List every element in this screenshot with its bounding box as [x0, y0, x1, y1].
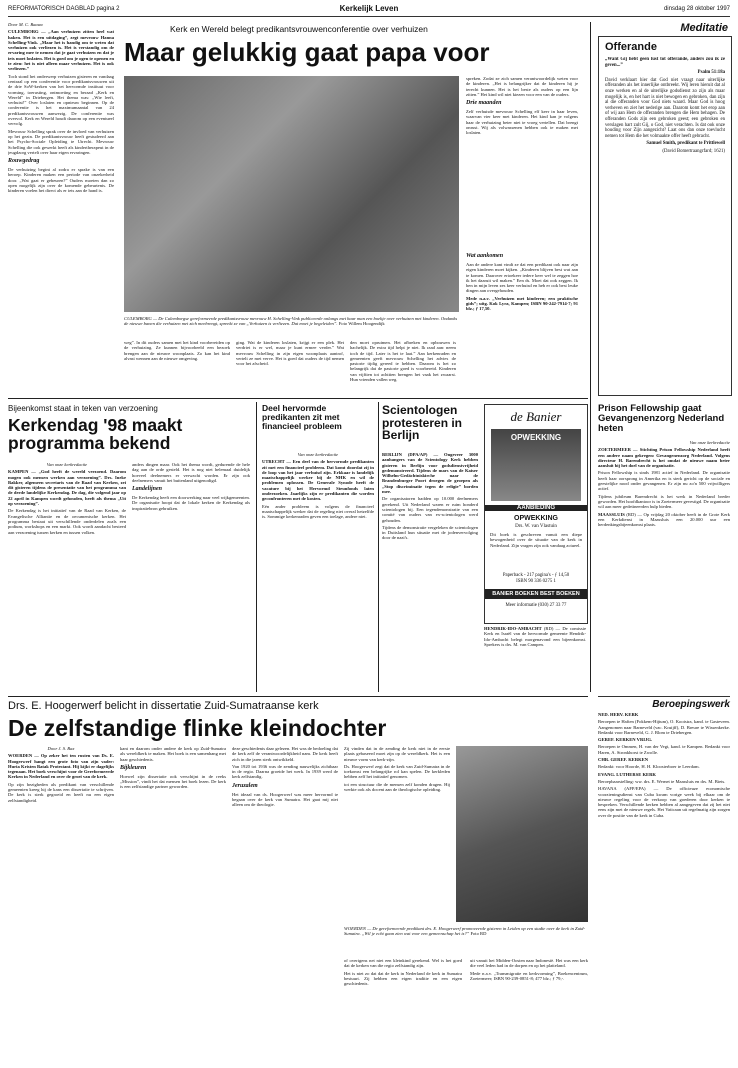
bottom-photo-caption: WOERDEN — De gereformeerde predikant drs. E. Hoogerwerf promoveerde gisteren in Leiden op een studie over de kerk in Zuid-Sumatra. „Wil je echt gaan zien wat voor een gemeenschap het is?” Foto RD: [344, 926, 585, 937]
intro: CULEMBORG — „Aan verhuizen zitten heel wat haken. Het is een uitdaging”, zegt mevrouw Hanna Schelling-Vink. „Maar het is handig om te weten dat verhuizen ook verliezen is. Het is verstandig om de ervaring mee te nemen dat je gaat verhuizen en dat je iets moet loslaten. Het is goed om je ogen te openen en te zien: het is niet alleen maar verhuizen. Het is ook verliezen.”: [8, 29, 114, 72]
hendrik-ido-ambacht-item: [484, 626, 586, 692]
church-calls: Beroepbaarstelling: ww. drs. E. Wernet te Maassluis en drs. M. Biets.: [598, 778, 726, 784]
beroepingswerk-column: [598, 712, 730, 1062]
subheading: Rouwgedrag: [8, 158, 40, 165]
paragraph: Aan de andere kant vindt ze dat een predikant ook naar zijn eigen kinderen moet kijken. „Kinderen blijven best wat aan te komen. Daarover ertoekeer iedere keer wel te zeggen hoe ik het daaruit wil maken.” Een ds. Moet dat ook zeggen. Ik ben in mijn leven zes keer verhuisd en heb er ook best leuke dingen aan overgehouden.: [466, 262, 578, 294]
subheading: Bijkleuren: [120, 764, 147, 771]
beroepingswerk-title: Beroepingswerk: [598, 696, 730, 710]
ad-brand: de Banier: [510, 409, 562, 424]
subheading: Jeruzalem: [232, 782, 258, 789]
column-divider: [590, 402, 591, 692]
scientologen-column: [382, 452, 478, 692]
byline: Door J. S. Bax: [47, 746, 75, 751]
top-headline: Maar gelukkig gaat papa voor: [124, 37, 490, 67]
bottom-headline: De zelfstandige flinke kleindochter: [8, 715, 387, 741]
meditatie-signature: Samuel Smith, predikant te Prittlewell: [646, 141, 725, 147]
prison-headline: Prison Fellowship gaat Gevangenenzorg Nederland heten: [598, 403, 725, 434]
paragraph: Tijdens jubileum Barendrecht is het werk in Nederland breder geworden. Het hoofdkantoor is in Zoetermeer gevestigd. De organisatie wil aan meer gedetineerden hulp bieden.: [598, 493, 730, 510]
paragraph: Prison Fellowship is sinds 1981 actief in Nederland. De organisatie heeft haar oorsprong in Amerika en is sterk gericht op de sociale en geestelijke nood onder gevangenen. Er zijn nu zo'n 500 vrijwilligers actief.: [598, 470, 730, 492]
paragraph: Tijdens de demonstratie vergeleken de scientologen in Duitsland hun situatie met de jodenvervolging door de nazi's.: [382, 524, 478, 541]
intro: ZOETERMEER — Stichting Prison Fellowship Nederland heeft een andere naam gekregen: Gevangenenzorg Nederland. Volgens directeur H. Barendrecht is het omdat de nieuwe naam beter aansluit bij het doel van de organisatie.: [598, 447, 730, 469]
paragraph: De Kerkendag heeft een doorwerking naar veel wijkgemeenten. De organisatie hoopt dat de lokale kerken de Kerkendag als inspiratiebron gebruiken.: [132, 495, 250, 511]
ad-text: Dit boek is geschreven vanuit een diepe bewogenheid over de situatie van de kerk in Nederland. Zijn vragen zijn ook vandaag actueel.: [490, 532, 582, 548]
kerkendag-headline: Kerkendag '98 maakt programma bekend: [8, 415, 183, 454]
paragraph: Toch stond het onderwerp verhuizen gisteren en vandaag centraal op een conferentie voor predikantsvrouwen uit de drie SoW-kerken van het hervormde instituut voor vorming, toerusting, ontmoeting en beraad „Kerk en Wereld” in Driebergen. Het thema was: „Wie leeft, verhuist!” Over loslaten en opnieuw beginnen. Op de conferentie is het maximumaantal van 24 predikantsvrouwen aanwezig. De conferentie was overvol. Kerk en Wereld houdt daarom op een eventueel vervolg.: [8, 73, 114, 127]
ad-book-cover: [491, 429, 581, 501]
intro: BERLIJN (DPA/AP) — Ongeveer 3000 aanhangers van de Scientology Kerk hebben gisteren in Berlijn voor godsdienstvrijheid gedemonstreerd. Tijdens de mars van de Kaiser Wilhelm-Gedächtniskirche naar de Brandenburger Poort droegen de groepen als „Stop discriminatie tegen de religie” borden mee.: [382, 452, 478, 495]
paragraph: Eén ander probleem is volgens de financieel maatschappelijk werker dat de regeling niet overal hetzelfde is. Sommige kerkenraden geven een toelage, andere niet.: [262, 503, 374, 520]
kerkendag-kicker: Bijeenkomst staat in teken van verzoening: [8, 404, 158, 413]
issue-date: dinsdag 28 oktober 1997: [663, 6, 730, 12]
meditatie-quote: „Want Gij hebt geen lust tot offerande, anders zou ik ze geven...”: [605, 57, 725, 68]
sidebar-divider: [590, 22, 591, 432]
paragraph: Zelf verhuisde mevrouw Schelling elf keer in haar leven, waarvan vier keer met kinderen. Het kind kan je volgens haar de verhuizing beter niet te vroeg vertellen. Dat brengt onrust. Wij als volwassenen hebben ook te maken met loslaten.: [466, 109, 578, 136]
kerkendag-column-1: [8, 462, 126, 692]
byline: Door M. C. Baauw: [8, 22, 44, 27]
paragraph: uit vanuit het Midden-Oosten naar Indonesië. Het was een kerk die veel leden had in de dorpen en op het platteland.: [470, 958, 588, 969]
item-dateline: HENDRIK-IDO-AMBACHT: [484, 626, 542, 631]
bottom-column-1: [8, 746, 114, 1062]
scientologen-headline: Scientologen protesteren in Berlijn: [382, 403, 463, 443]
paragraph: Van 1920 tot 1936 was de zending nauwelijks zichtbaar in de regio. Daarna groeide het werk. In 1939 werd de kerk zelfstandig.: [232, 763, 338, 780]
top-column-2: weg”. In dit ouders samen met het kind voorbereiden op de verhuizing. Ze kunnen bijvoorbeeld een bezoek brengen aan de nieuwe woonplaats. Zo kan het kind alvast wennen aan de nieuwe omgeving.: [124, 340, 230, 361]
column-divider: [256, 402, 257, 692]
ad-isbn: ISBN 90 336 0275 1: [516, 579, 556, 584]
book-reference: Mede n.a.v. „Verhuizen met kinderen; een praktische gids”; uitg. Kok Lyra, Kampen; ISBN 90-242-7914-7; 91 blz.; ƒ 17,50.: [466, 295, 578, 312]
meditatie-title: Meditatie: [680, 22, 728, 34]
paragraph: Hoewel zijn dissertatie ook verschijnt in de reeks „Mission”, vindt het dat mensen het boek lezen. De kerk is een zelfstandige partner geworden.: [120, 773, 226, 790]
section-name: Kerkelijk Leven: [339, 4, 399, 13]
church-calls: Beroepen te Haften (Fokkem-Hijtum), O. Kooistra, kand. te Gasteveen. Aangenomen naar Barneveld (vac. Kruijff), D. Breure te Wissenkerke. Bedankt voor Barneveld, G. J. Blom te Driebergen.: [598, 719, 730, 735]
ad-price: Paperback - 217 pagina's - ƒ 14,50: [502, 573, 570, 578]
havana-item: HAVANA (AFP/EPA) — De officieuze economische voorzieningsdienst van Cuba kwam vorige week bij elkaar om de nieuwe regeling voor de verkoop van goederen door kerken te bespreken. Verschillende kerken hebben al aangegeven dat zij het niet eens zijn met de nieuwe regels. Het Vaticaan uit regelmatig zijn zorgen over de positie van de kerk in Cuba.: [598, 786, 730, 818]
ad-offer-label: AANBIEDING: [485, 505, 587, 511]
paragraph: Ds. Hoogerwerf zegt dat de kerk van Zuid-Sumatra in de toekomst een belangrijke rol kan spelen. De kerkleden hebben zelf het initiatief genomen.: [344, 763, 450, 780]
paragraph: kant en daarom onder andere de kerk op Zuid-Sumatra als wereldkerk te maken. Het boek is een samenhang met haar geschiedenis.: [120, 746, 226, 762]
paragraph: deze geschiedenis daar gelezen. Het was de bedoeling dat de kerk zelf de verantwoordelijkheid nam. De kerk heeft zich in die jaren sterk ontwikkeld.: [232, 746, 338, 762]
bottom-kicker: Drs. E. Hoogerwerf belicht in dissertatie Zuid-Sumatraanse kerk: [8, 700, 319, 712]
paragraph: anders dingen maar. Ook het thema wordt, gedurende de hele dag aan de orde gesteld. Het is nog niet helemaal duidelijk hoeveel deelnemers er verwacht worden. Er zijn ook deelnemers vanuit het buitenland uitgenodigd.: [132, 462, 250, 483]
church-heading: EVANG. LUTHERSE KERK: [598, 771, 656, 777]
paragraph: De Kerkendag is het initiatief van de Raad van Kerken, de Evangelische Alliantie en de oecumenische kerken. Het programma bestaat uit verschillende onderdelen zoals een podium, workshops en een markt. Ook wordt aandacht besteed aan verzoening tussen kerken en tussen volken.: [8, 508, 126, 535]
meditatie-heading: Offerande: [605, 41, 657, 53]
top-photo-caption: CULEMBORG — De Culemborgse gereformeerde predikantsvrouw mevrouw H. Schelling-Vink publiceerde onlangs met haar man een boekje over verhuizen met kinderen. Ondanks de nieuwe banen die verhuizen met zich meebrengt, spreekt ze van „Verhuizen is verliezen. Dat moet je begeleiden”. Foto Willem Hoogendijk: [124, 316, 458, 327]
church-heading: NED. HERV. KERK: [598, 712, 639, 717]
item-text: (RD) — De comissie Kerk en Israël van de hervormde gemeente Hendrik-Ido-Ambacht belegt morgenavond een bijeenkomst. Sprekers is drs. M. van Campen.: [484, 626, 586, 647]
intro: UTRECHT — Een deel van de hervormde predikanten zit met een financieel probleem. Dat komt doordat zij in de loop van het jaar verhuisd zijn. Erkkaar is landelijk maatschappelijk werker bij de NHK en wil de problemen oplossen. De Generale Synode heeft de vacature bij het Hervormd Steunfonds laten onderzoeken. Jaarlijks zijn er predikanten die worden geconfronteren met de kosten.: [262, 459, 374, 502]
item-dateline: MAASSLUIS: [598, 511, 625, 517]
ad-book-title: OPWEKKING: [510, 433, 562, 442]
banier-advertisement[interactable]: [484, 404, 588, 624]
paragraph: Het ideaal van ds. Hoogerwerf was meer hervormd te begaan over de kerk van Sumatra. Het gaat mij niet alleen om de theologie.: [232, 791, 338, 808]
paragraph: Mevrouw Schelling sprak over de invloed van verhuizen op het gezin. De predikantsvrouw heeft gestudeerd aan het Psycho-Sociale Opleiding te Utrecht. Mevrouw Schelling die ook gewerkt heeft als kindertherapeut in de jeugdzorg vertelt over haar eigen ervaringen.: [8, 128, 114, 155]
meditatie-reference: Psalm 51:18a: [697, 70, 725, 76]
section-rule: [8, 696, 588, 697]
ad-author: Drs. W. van Vlastuin: [515, 524, 557, 529]
paragraph: De verhuizing begint al zodra er sprake is van een beroep. Kinderen maken een periode van onzekerheid door. „Wat gaat er gebeuren?” Ouders moeten dan zo open mogelijk zijn over de komende gebeurtenis. De kinderen voelen het direct als er iets aan de hand is.: [8, 167, 114, 194]
predikanten-column: [262, 452, 374, 692]
church-calls: Beroepen te Ommen, H. van der Vegt, kand. te Kampen. Bedankt voor Haren, A. Stronkhorst te Zwolle.: [598, 744, 730, 755]
page-header: [8, 4, 730, 17]
newspaper-name: REFORMATORISCH DAGBLAD pagina 2: [8, 6, 120, 12]
top-column-1: [8, 22, 114, 394]
meditatie-text: [605, 57, 725, 387]
bottom-column-5: [344, 958, 462, 1062]
ad-phone: Meer informatie (030) 27 33 77: [505, 603, 567, 608]
hoogerwerf-photo: [456, 746, 588, 922]
bottom-column-6: [470, 958, 588, 1062]
paragraph: of overigens net niet een kleinkind gerekend. Wel is het goed dat de kerken van die regio zelfstandig zijn.: [344, 958, 462, 969]
intro: WOERDEN — Op zeker het ten rusten van Ds. E. Hoogerwerf hangt een grote foto van zijn vader: Huria Kristen Batak Protestant. Hij kijkt er dagelijks tegenaan. Het boek verschijnt voor de Gereformeerde Kerken in Nederland en over de groei van de kerk.: [8, 753, 114, 780]
top-kicker: Kerk en Wereld belegt predikantsvrouwenconferentie over verhuizen: [170, 24, 428, 34]
photo-credit: Foto RD: [470, 931, 487, 937]
subheading: Landelijnen: [132, 486, 163, 493]
book-reference: Mede n.a.v. „Transmigratie en kerkvorming”, Boekencentrum, Zoetermeer; ISBN 90-239-0851-8; 477 blz.; ƒ 79,-.: [470, 970, 588, 981]
church-heading: CHR. GEREF. KERKEN: [598, 757, 649, 763]
subheading: Drie maanden: [466, 100, 502, 107]
meditatie-box: [598, 36, 732, 396]
paragraph: den moet opruimen. Het afbreken en opbouwen is hachelijk. De extra tijd helpt je niet. Ik raad aan: neem toch de tijd. Later is het te laat.” Aan kerkenraden en gemeenten geeft mevrouw Schelling het advies de pastorie tijdig gereed te hebben. Daarom is het zo belangrijk dat de pastorie goed is voorbereid. Kinderen van vijftien tot achttien brengen het vaak het zwaarst. Hun vrienden vallen weg.: [350, 340, 456, 383]
meditatie-translator: (David Bomertraangrfard; 1621): [662, 148, 725, 154]
subheading: Wat aankomen: [466, 253, 504, 259]
meditatie-body: David verklaart hier dat God niet vraagt naar uiterlijke offeranden als het innerlijke ontbreekt. Wij leren hieruit dat al onze werken en al de uiterlijke godsdienst zo zijn als maar mogelijk is, en het hart is niet bewogen en gebroken, dan zijn al die offeranden voor God niets waard. Maar God is hoog verheven en ziet het nederige aan. Daarom komt het erop aan of wij aan Hem de offeranden brengen die Hem behagen. De offeranden Gods zijn een gebroken geest; een gebroken en verslagen hart zult Gij, o God, niet verachten. Is dat ook onze houding voor Zijn aangezicht? Laat ons dan onze toevlucht nemen tot Hem die het volmaakte offer heeft gebracht.: [605, 77, 725, 139]
predikanten-headline: Deel hervormde predikanten zit met financieel probleem: [262, 403, 342, 431]
top-column-5: [350, 340, 456, 394]
item-text: (RD) — Op vrijdag 20 oktober heeft in de Grote Kerk een Kerkdienst in Maassluis een 20.000 uur een herdenkingsbijeenkomst plaats.: [598, 511, 730, 528]
church-calls: Bedankt: voor Hoorde, H. H. Kloosterboer te Leerdam.: [598, 764, 700, 770]
ad-footer: BANIER BOEKEN BEST BOEKEN: [485, 589, 587, 599]
byline: Van onze kerkredactie: [297, 452, 339, 457]
photo-credit: Foto Willem Hoogendijk: [338, 321, 385, 327]
prison-column: [598, 440, 730, 692]
top-photo: [124, 76, 459, 312]
church-heading: GEREF. KERKEN VRIJG.: [598, 737, 653, 743]
paragraph: tot een structuur die de mensen zelf konden dragen. Hij werkte ook als docent aan de theologische opleiding.: [344, 781, 450, 793]
bottom-column-2: [120, 746, 226, 1062]
top-column-3: ging. Wat de kinderen loslaten, krijgt er een plek. Het verdriet is er wel, maar je kunt ermee verder.” Wat mevrouw Schelling in zijn eigen woonplaats aantrof, vertelt ze met verve. Het is goed dat ouders de tijd nemen voor het afscheid.: [236, 340, 344, 367]
kerkendag-column-2: [132, 462, 250, 692]
intro: KAMPEN — „God heeft de wereld verzoend. Daarom mogen ook mensen werken aan verzoening”. Drs. Ineke Bakker, algemeen secretaris van de Raad van Kerken, zei dit gisteren tijdens de presentatie van het programma van de derde landelijke Kerkendag. De dag, die volgend jaar op 22 april in Kampen wordt gehouden, heeft als thema „Uit op verzoening”.: [8, 469, 126, 507]
paragraph: spreken. Zodat ze zich samen verantwoordelijk weten voor de kinderen. „Het is belangrijker dat de kinderen hij je terecht kunnen. Het is het beste als ouders op een lijn zitten.” Het kind wil niet kiezen voor een van de ouders.: [466, 76, 578, 97]
paragraph: De organisatoren hadden op 10.000 deelnemers gerekend. Uit Nederland waren er ruim honderd scientologen bij. Een tegendemonstratie van een comité van ouders van ex-scientologen werd gehouden.: [382, 496, 478, 523]
paragraph: Op zijn bezigheden als predikant van verschillende gemeenten kreeg hij de kans een dissertatie te schrijven. De kerk is sterk gegroeid en heeft nu een eigen zelfstandigheid.: [8, 781, 114, 803]
section-rule: [8, 398, 588, 399]
bottom-column-3: [232, 746, 338, 1062]
top-column-6: [466, 250, 578, 394]
ad-book-name: OPWEKKING: [514, 515, 558, 522]
byline: Van onze kerkredactie: [689, 440, 730, 445]
column-divider: [378, 402, 379, 692]
paragraph: Het is niet zo dat dat de kerk in Nederland de kerk in Sumatra bestuurt. Zij hebben een eigen traditie en een eigen geschiedenis.: [344, 970, 462, 987]
byline: Van onze kerkredactie: [46, 462, 88, 467]
paragraph: Zij vinden dat in de zending de kerk niet in de eerste plaats gebaseerd moet zijn op de wereldkerk. Het is een nieuwe vorm van kerk-zijn.: [344, 746, 450, 762]
